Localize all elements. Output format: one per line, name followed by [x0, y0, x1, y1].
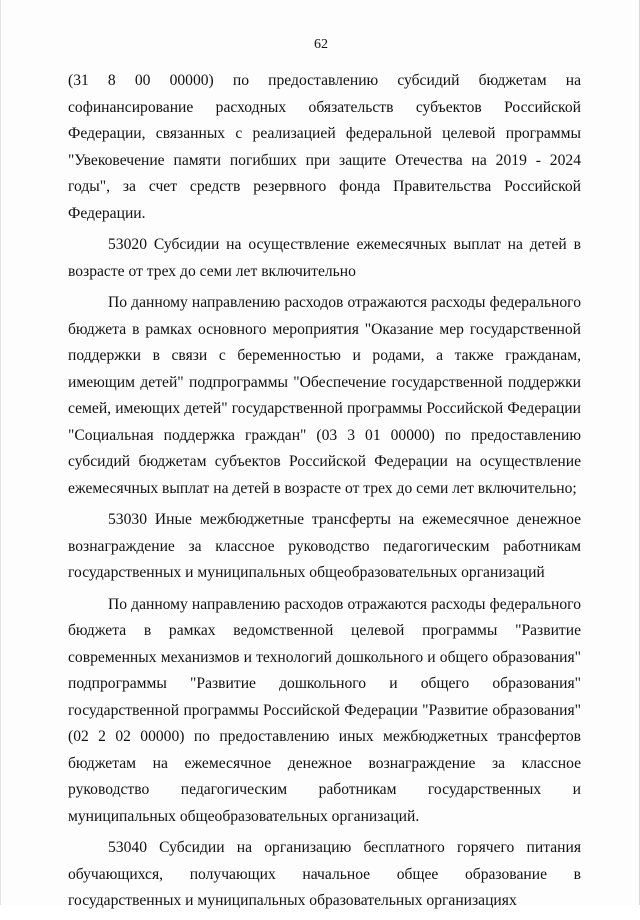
paragraph-description-53020: По данному направлению расходов отражаются расходы федерального бюджета в рамках основного мероприятия "Оказание мер государственной поддержки в связи с беременностью и родами, а также гражданам, имеющим детей" подпрограммы "Обеспечение государственной поддержки семей, имеющих детей" государственной программы Российской Федерации "Социальная поддержка граждан" (03 3 01 00000) по предоставлению субсидий бюджетам субъектов Российской Федерации на осуществление ежемесячных выплат на детей в возрасте от трех до семи лет включительно;: [68, 294, 581, 497]
paragraph-continuation: (31 8 00 00000) по предоставлению субсидий бюджетам на софинансирование расходных обязательств субъектов Российской Федерации, связанных с реализацией федеральной целевой программы "Увековечение памяти погибших при защите Отечества на 2019 - 2024 годы", за счет средств резервного фонда Правительства Российской Федерации.: [68, 72, 581, 222]
paragraph-description-53030: По данному направлению расходов отражаются расходы федерального бюджета в рамках ведомственной целевой программы "Развитие современных механизмов и технологий дошкольного и общего образования" подпрограммы "Развитие дошкольного и общего образования" государственной программы Российской Федерации "Развитие образования" (02 2 02 00000) по предоставлению иных межбюджетных трансфертов бюджетам на ежемесячное денежное вознаграждение за классное руководство педагогическим работникам государственных и муниципальных общеобразовательных организаций.: [68, 595, 581, 825]
paragraph-heading-53020: 53020 Субсидии на осуществление ежемесячных выплат на детей в возрасте от трех до семи лет включительно: [68, 236, 581, 280]
page-number: 62: [314, 37, 328, 52]
paragraph-heading-53030: 53030 Иные межбюджетные трансферты на ежемесячное денежное вознаграждение за классное руководство педагогическим работникам государственных и муниципальных общеобразовательных организаций: [68, 511, 581, 581]
document-body: [68, 68, 581, 920]
paragraph-heading-53040: 53040 Субсидии на организацию бесплатного горячего питания обучающихся, получающих начальное общее образование в государственных и муниципальных образовательных организациях: [68, 839, 581, 909]
